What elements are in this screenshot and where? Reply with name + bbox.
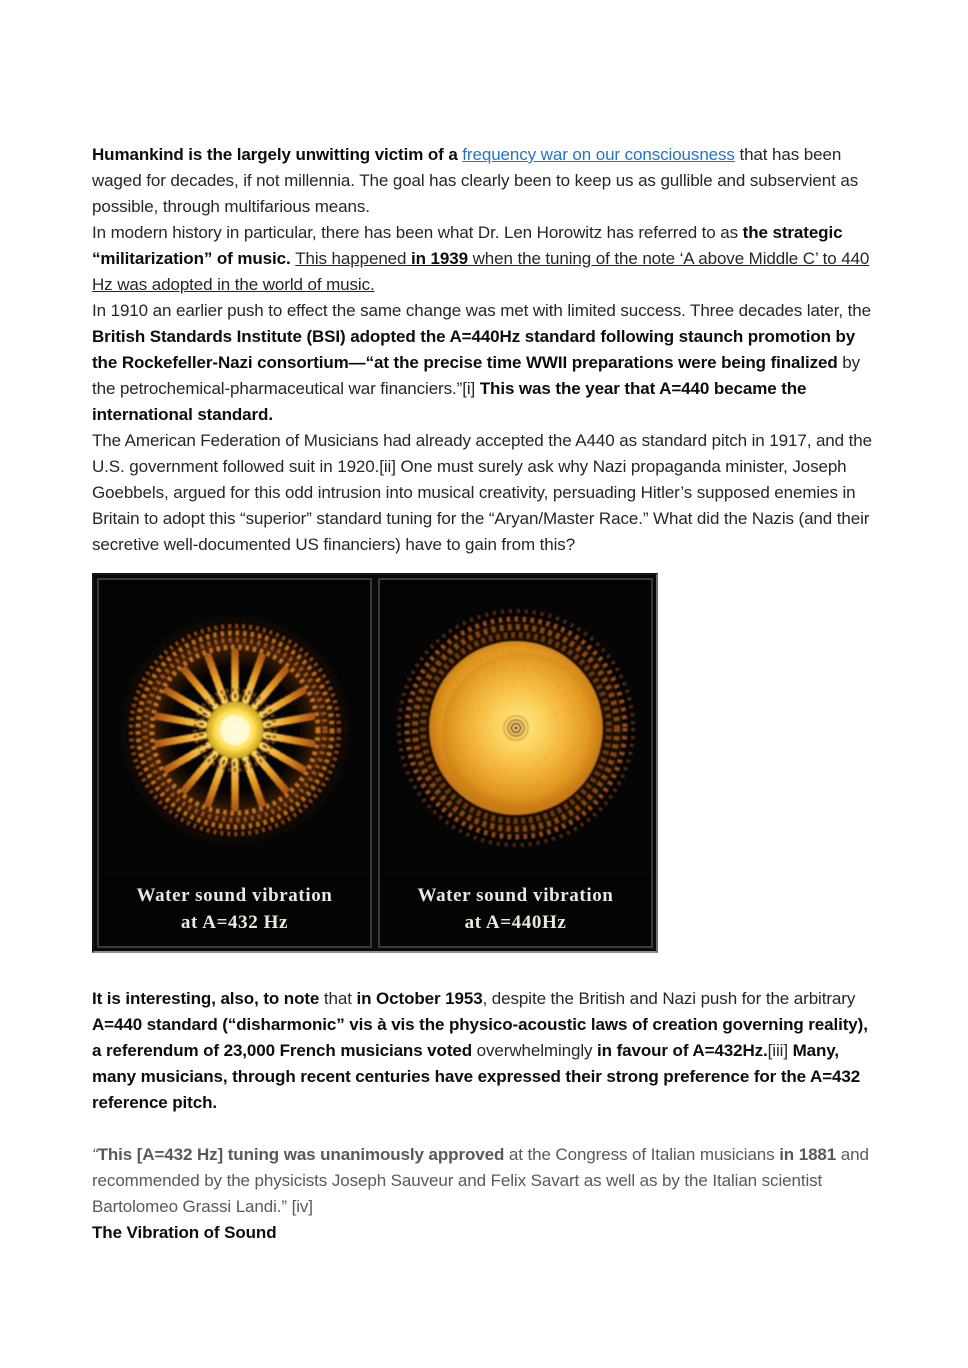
- water-vibration-figure: [92, 573, 658, 953]
- text-run: British Standards Institute (BSI) adopted the A=440Hz standard following staunch promotion by the Rockefeller-Nazi consortium—“at the precise time WWII preparations were being finalized: [92, 327, 856, 372]
- caption-432: [137, 882, 333, 936]
- text-run: “: [92, 1145, 98, 1164]
- text-run: at the Congress of Italian musicians: [508, 1145, 780, 1164]
- text-run: This was the year that A=440 became the international standard.: [92, 379, 807, 424]
- text-run: [iii]: [767, 1041, 793, 1060]
- text-run: by the petrochemical-pharmaceutical war financiers.”[i]: [92, 353, 861, 398]
- text-run: The Vibration of Sound: [92, 1223, 277, 1242]
- heading-vibration-of-sound: [92, 1220, 880, 1246]
- text-run: This [A=432 Hz] tuning was unanimously approved: [97, 1145, 509, 1164]
- paragraph-intro: [92, 142, 880, 220]
- paragraph-militarization: [92, 220, 880, 298]
- text-run: The American Federation of Musicians had already accepted the A440 as standard pitch in 1917, and the U.S. government followed suit in 1920.[ii] One must surely ask why Nazi propaganda minister, Joseph Goebbels, argued for this odd intrusion into musical creativity, persuading Hitler’s supposed enemies in Britain to adopt this “superior” standard tuning for the “Aryan/Master Race.” What did the Nazis (and their secretive well-documented US financiers) have to gain from this?: [92, 431, 872, 554]
- text-run: that: [323, 989, 357, 1008]
- cymatics-panel-432: [97, 578, 372, 948]
- paragraph-american-federation: [92, 428, 880, 558]
- text-run: , despite the British and Nazi push for the arbitrary: [482, 989, 856, 1008]
- text-run: Humankind is the largely unwitting victim of a: [92, 145, 463, 164]
- caption-line: Water sound vibration: [136, 885, 333, 906]
- article-body: [92, 142, 880, 1246]
- cymatics-440-image: [380, 580, 651, 876]
- text-run: when the tuning of the note ‘A above Middle C’ to 440 Hz was adopted in the world of music.: [92, 249, 870, 294]
- caption-440: [418, 882, 614, 936]
- caption-line: Water sound vibration: [417, 885, 614, 906]
- cymatics-panel-440: [378, 578, 653, 948]
- text-run: that has been waged for decades, if not millennia. The goal has clearly been to keep us as gullible and subservient as possible, through multifarious means.: [92, 145, 859, 216]
- text-run: in October 1953: [356, 989, 483, 1008]
- text-run: the strategic “militarization” of music.: [92, 223, 843, 268]
- text-run: overwhelmingly: [476, 1041, 598, 1060]
- text-run: This happened: [295, 249, 412, 268]
- text-run: and recommended by the physicists Joseph Sauveur and Felix Savart as well as by the Italian scientist Bartolomeo Grassi Landi.” [iv]: [92, 1145, 869, 1216]
- paragraph-bsi-standard: [92, 298, 880, 428]
- blank-line: [92, 1116, 880, 1142]
- text-run: in 1881: [779, 1145, 841, 1164]
- caption-line: at A=440Hz: [464, 912, 567, 933]
- text-run: in 1939: [411, 249, 468, 268]
- text-run: It is interesting, also, to note: [92, 989, 324, 1008]
- text-run: in favour of A=432Hz.: [597, 1041, 768, 1060]
- frequency-war-link[interactable]: frequency war on our consciousness: [462, 145, 735, 164]
- cymatics-432-image: [99, 580, 370, 876]
- text-run: A=440 standard (“disharmonic” vis à vis the physico-acoustic laws of creation governing reality), a referendum of 23,000 French musicians voted: [92, 1015, 868, 1060]
- text-run: Many, many musicians, through recent centuries have expressed their strong preference for the A=432 reference pitch.: [92, 1041, 861, 1112]
- paragraph-quote-1881: [92, 1142, 880, 1220]
- text-run: In modern history in particular, there has been what Dr. Len Horowitz has referred to as: [92, 223, 743, 242]
- caption-line: at A=432 Hz: [180, 912, 289, 933]
- paragraph-referendum: [92, 986, 880, 1116]
- text-run: In 1910 an earlier push to effect the same change was met with limited success. Three decades later, the: [92, 301, 871, 320]
